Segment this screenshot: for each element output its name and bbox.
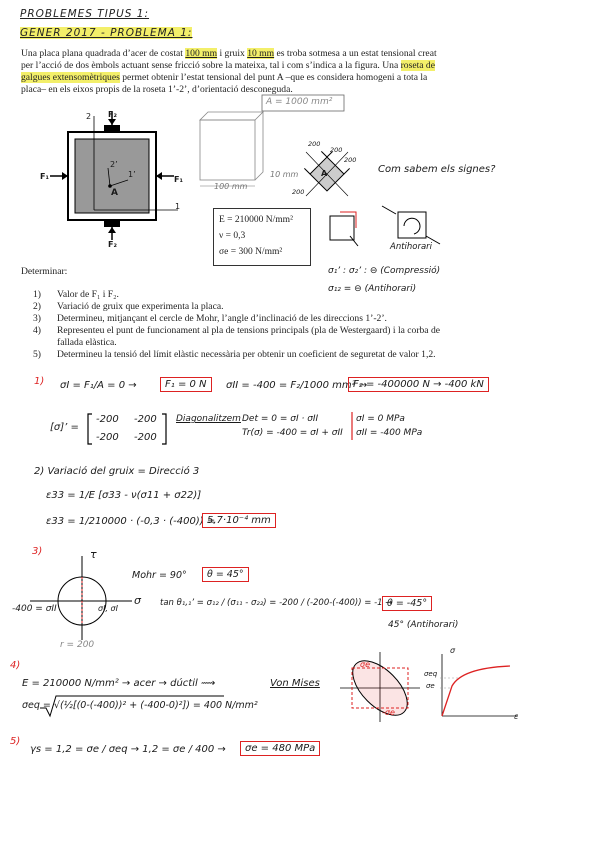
label-f2-bottom: F₂ bbox=[108, 240, 117, 249]
curve-sigma-label: σ bbox=[450, 646, 456, 655]
page-title: PROBLEMES TIPUS 1: bbox=[20, 8, 150, 20]
answer-yield: σe = 480 MPa bbox=[240, 741, 320, 756]
mohr-radius: r = 200 bbox=[60, 640, 95, 650]
curve-eps-label: ε bbox=[514, 712, 519, 721]
question-item: 4) Representeu el punt de funcionament al pla de tensions principals (pla de Westergaard) i la corba de fallada elàstica. bbox=[33, 325, 441, 348]
section-1-eq2: σII = -400 = F₂/1000 mm² → bbox=[226, 380, 368, 391]
curve-se-label: σe bbox=[426, 682, 435, 690]
prop-poisson: ν = 0,3 bbox=[219, 231, 246, 241]
section-4-eq2: σeq = √(½[(0-(-400))² + (-400-0)²]) = 400 N/mm² bbox=[22, 700, 258, 711]
signs-question: Com sabem els signes? bbox=[378, 164, 496, 175]
section-2-title: 2) Variació del gruix = Direcció 3 bbox=[34, 466, 200, 477]
label-axis-1prime: 1’ bbox=[128, 170, 136, 179]
section-2-eq1: ε33 = 1/E [σ33 - ν(σ11 + σ22)] bbox=[46, 490, 202, 501]
tensor-cell: -200 bbox=[96, 432, 119, 443]
rosette-value: 200 bbox=[344, 156, 357, 164]
plate-sketch bbox=[200, 112, 263, 120]
mohr-right-point: σI, σI bbox=[98, 604, 118, 613]
section-1-eq1: σI = F₁/A = 0 → bbox=[60, 380, 137, 391]
thickness-note: 10 mm bbox=[270, 170, 299, 179]
trace-eq: Tr(σ) = -400 = σI + σII bbox=[242, 428, 343, 438]
section-4-label: 4) bbox=[10, 660, 21, 671]
statement-text: es troba sotmesa a un estat tensional creat per l’acció de dos èmbols actuant sense fricció sobre la mateixa, tal i com s’indica a la figura. Una bbox=[21, 48, 437, 71]
label-axis-1: 1 bbox=[175, 202, 181, 211]
label-axis-2prime: 2’ bbox=[110, 160, 118, 169]
plate-body bbox=[75, 139, 149, 213]
section-2-eq2: ε33 = 1/210000 · (-0,3 · (-400)) = bbox=[46, 516, 216, 527]
determine-label: Determinar: bbox=[21, 266, 68, 277]
label-f1-right: F₁ bbox=[174, 175, 183, 184]
question-item: 5) Determineu la tensió del límit elàstic necessària per obtenir un coeficient de seguretat de valor 1,2. bbox=[33, 349, 436, 360]
questions-list bbox=[21, 289, 451, 361]
result-sigma1: σI = 0 MPa bbox=[356, 414, 405, 424]
answer-f2: F₂ = -400000 N → -400 kN bbox=[348, 377, 489, 392]
antihorari-angle: 45° (Antihorari) bbox=[388, 620, 459, 630]
question-item: 1) Valor de F₁ i F₂. bbox=[33, 289, 119, 300]
section-5-eq: γs = 1,2 = σe / σeq → 1,2 = σe / 400 → bbox=[30, 744, 226, 755]
prop-yield: σe = 300 N/mm² bbox=[219, 247, 283, 257]
material-properties bbox=[213, 208, 311, 266]
label-f2-top: F₂ bbox=[108, 110, 117, 119]
question-item: 2) Variació de gruix que experimenta la placa. bbox=[33, 301, 224, 312]
piston-top bbox=[104, 125, 120, 133]
westergaard-se-label: σe bbox=[360, 660, 370, 669]
answer-f1: F₁ = 0 N bbox=[160, 377, 212, 392]
tan-equation: tan θ₁,₁’ = σ₁₂ / (σ₁₁ - σ₂₂) = -200 / (-200-(-400)) = -1 → bbox=[160, 598, 393, 608]
statement-text: Una placa plana quadrada d’acer de costat bbox=[21, 48, 186, 59]
question-item: 3) Determineu, mitjançant el cercle de Mohr, l’angle d’inclinació de les direccions 1’-2’. bbox=[33, 313, 387, 324]
section-3-label: 3) bbox=[32, 546, 43, 557]
arrow-top bbox=[108, 119, 116, 125]
label-point-a: A bbox=[111, 188, 118, 198]
answer-theta-2: θ = -45° bbox=[382, 596, 432, 611]
problem-title: GENER 2017 - PROBLEMA 1: bbox=[20, 27, 193, 39]
statement-text: i gruix bbox=[217, 48, 248, 59]
determinant-eq: Det = 0 = σI · σII bbox=[242, 414, 319, 424]
section-5-label: 5) bbox=[10, 736, 21, 747]
side-length: 100 mm bbox=[185, 48, 218, 59]
tensor-cell: -200 bbox=[96, 414, 119, 425]
sign-note-1: σ₁’ : σ₂’ : ⊖ (Compressió) bbox=[328, 266, 441, 276]
stress-strain-curve bbox=[442, 666, 510, 716]
sign-sketch-right bbox=[398, 212, 426, 238]
diagonalize-note: Diagonalitzem bbox=[176, 414, 241, 424]
piston-bottom bbox=[104, 219, 120, 227]
tensor-cell: -200 bbox=[134, 432, 157, 443]
answer-thickness: 5,7·10⁻⁴ mm bbox=[202, 513, 276, 528]
mohr-sigma-label: σ bbox=[134, 594, 141, 607]
statement-text: permet obtenir l’estat tensional del punt A –que es considera homogeni a tota la placa– en els eixos propis de la roseta 1’-2’, d’orientació desconeguda. bbox=[21, 72, 428, 95]
arrow-bottom bbox=[108, 227, 116, 233]
rosette-value: 200 bbox=[292, 188, 305, 196]
sign-note-2: σ₁₂ = ⊖ (Antihorari) bbox=[328, 284, 417, 294]
curve-seq-label: σeq bbox=[424, 670, 438, 678]
length-note: 100 mm bbox=[214, 182, 248, 191]
prop-young: E = 210000 N/mm² bbox=[219, 215, 293, 225]
mohr-left-point: -400 = σII bbox=[12, 604, 57, 614]
mohr-angle-note: Mohr = 90° bbox=[132, 570, 187, 581]
section-4-eq1: E = 210000 N/mm² → acer → dúctil ⟿ bbox=[22, 678, 216, 689]
area-note: A = 1000 mm² bbox=[266, 97, 333, 107]
section-1-label: 1) bbox=[34, 376, 45, 387]
von-mises-label: Von Mises bbox=[270, 678, 320, 689]
result-sigma2: σII = -400 MPa bbox=[356, 428, 423, 438]
tensor-label: [σ]’ = bbox=[50, 422, 79, 433]
antihorari-note: Antihorari bbox=[390, 242, 433, 252]
label-axis-2: 2 bbox=[86, 112, 92, 121]
label-f1-left: F₁ bbox=[40, 172, 49, 181]
tensor-cell: -200 bbox=[134, 414, 157, 425]
rosette-point-a: A bbox=[321, 169, 328, 178]
rosette-value: 200 bbox=[308, 140, 321, 148]
rosette-value: 200 bbox=[330, 146, 343, 154]
answer-theta-1: θ = 45° bbox=[202, 567, 249, 582]
westergaard-mse-label: -σe bbox=[382, 708, 395, 717]
mohr-tau-label: τ bbox=[90, 548, 97, 561]
thickness: 10 mm bbox=[247, 48, 275, 59]
rosette-term: roseta de galgues extensomètriques bbox=[21, 60, 435, 83]
